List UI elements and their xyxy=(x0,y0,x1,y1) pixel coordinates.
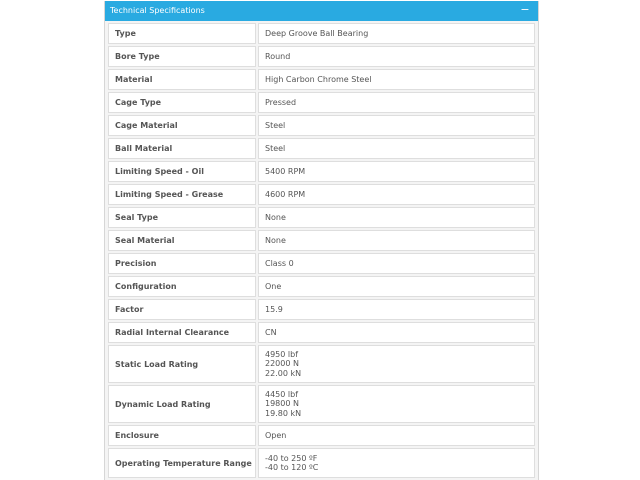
spec-value-line: 4600 RPM xyxy=(265,189,306,199)
spec-value-lines xyxy=(265,431,286,441)
spec-value-line: One xyxy=(265,281,282,291)
spec-row xyxy=(108,322,535,343)
spec-row xyxy=(108,23,535,44)
spec-label: Static Load Rating xyxy=(108,345,256,383)
spec-value-lines xyxy=(265,167,305,177)
spec-row xyxy=(108,448,535,478)
spec-value-line: 4450 lbf xyxy=(265,389,299,399)
spec-value xyxy=(258,184,535,205)
spec-value xyxy=(258,345,535,383)
spec-label: Precision xyxy=(108,253,256,274)
spec-value-line: Round xyxy=(265,51,291,61)
spec-value xyxy=(258,92,535,113)
spec-label: Type xyxy=(108,23,256,44)
spec-value-line: 22000 N xyxy=(265,359,299,369)
spec-value-line: Steel xyxy=(265,120,286,130)
spec-value-line: High Carbon Chrome Steel xyxy=(265,74,372,84)
spec-value xyxy=(258,230,535,251)
spec-value xyxy=(258,161,535,182)
spec-row xyxy=(108,385,535,423)
spec-row xyxy=(108,253,535,274)
spec-value xyxy=(258,385,535,423)
spec-label: Enclosure xyxy=(108,425,256,446)
spec-value-line: 4950 lbf xyxy=(265,349,299,359)
spec-row xyxy=(108,230,535,251)
spec-value-line: 22.00 kN xyxy=(265,368,302,378)
spec-value-line: Class 0 xyxy=(265,258,294,268)
spec-value xyxy=(258,253,535,274)
spec-value-lines xyxy=(265,282,281,292)
spec-label: Dynamic Load Rating xyxy=(108,385,256,423)
spec-label: Operating Temperature Range xyxy=(108,448,256,478)
spec-value-lines xyxy=(265,121,285,131)
spec-row xyxy=(108,161,535,182)
spec-value xyxy=(258,138,535,159)
spec-row xyxy=(108,345,535,383)
spec-value-line: 19.80 kN xyxy=(265,408,302,418)
spec-label: Radial Internal Clearance xyxy=(108,322,256,343)
spec-value-lines xyxy=(265,52,290,62)
spec-value-line: None xyxy=(265,235,286,245)
spec-value xyxy=(258,46,535,67)
spec-value-lines xyxy=(265,236,286,246)
spec-value-line: Pressed xyxy=(265,97,297,107)
spec-row xyxy=(108,425,535,446)
spec-value xyxy=(258,23,535,44)
spec-row xyxy=(108,299,535,320)
spec-value-line: 19800 N xyxy=(265,399,299,409)
spec-value-line: Open xyxy=(265,430,287,440)
spec-value-lines xyxy=(265,454,318,473)
spec-value-lines xyxy=(265,259,294,269)
spec-row xyxy=(108,46,535,67)
spec-value xyxy=(258,448,535,478)
spec-value-lines xyxy=(265,190,305,200)
technical-specifications-panel xyxy=(104,1,539,480)
collapse-icon[interactable]: − xyxy=(520,3,530,16)
spec-row xyxy=(108,115,535,136)
spec-value xyxy=(258,276,535,297)
spec-table xyxy=(105,21,538,478)
spec-label: Configuration xyxy=(108,276,256,297)
spec-value-line: 5400 RPM xyxy=(265,166,306,176)
spec-label: Limiting Speed - Oil xyxy=(108,161,256,182)
spec-value-lines xyxy=(265,213,286,223)
spec-value-lines xyxy=(265,328,277,338)
spec-value-lines xyxy=(265,75,372,85)
spec-label: Limiting Speed - Grease xyxy=(108,184,256,205)
spec-value xyxy=(258,69,535,90)
spec-label: Seal Type xyxy=(108,207,256,228)
spec-value-line: CN xyxy=(265,327,277,337)
spec-label: Material xyxy=(108,69,256,90)
spec-label: Bore Type xyxy=(108,46,256,67)
spec-label: Ball Material xyxy=(108,138,256,159)
spec-value xyxy=(258,115,535,136)
spec-row xyxy=(108,69,535,90)
spec-value-line: Steel xyxy=(265,143,286,153)
spec-row xyxy=(108,276,535,297)
spec-label: Cage Type xyxy=(108,92,256,113)
spec-value xyxy=(258,299,535,320)
panel-header[interactable] xyxy=(105,1,538,21)
spec-value xyxy=(258,425,535,446)
spec-value xyxy=(258,322,535,343)
spec-row xyxy=(108,138,535,159)
spec-row xyxy=(108,207,535,228)
spec-value xyxy=(258,207,535,228)
panel-title: Technical Specifications xyxy=(110,6,205,15)
spec-value-lines xyxy=(265,390,301,419)
spec-row xyxy=(108,92,535,113)
spec-label: Seal Material xyxy=(108,230,256,251)
spec-value-line: None xyxy=(265,212,286,222)
spec-value-line: -40 to 250 ºF xyxy=(265,453,318,463)
spec-value-lines xyxy=(265,98,296,108)
spec-row xyxy=(108,184,535,205)
spec-value-lines xyxy=(265,305,283,315)
spec-value-line: Deep Groove Ball Bearing xyxy=(265,28,369,38)
spec-label: Cage Material xyxy=(108,115,256,136)
spec-value-lines xyxy=(265,144,285,154)
spec-value-lines xyxy=(265,29,368,39)
spec-label: Factor xyxy=(108,299,256,320)
spec-value-lines xyxy=(265,350,301,379)
spec-value-line: 15.9 xyxy=(265,304,283,314)
spec-value-line: -40 to 120 ºC xyxy=(265,463,319,472)
